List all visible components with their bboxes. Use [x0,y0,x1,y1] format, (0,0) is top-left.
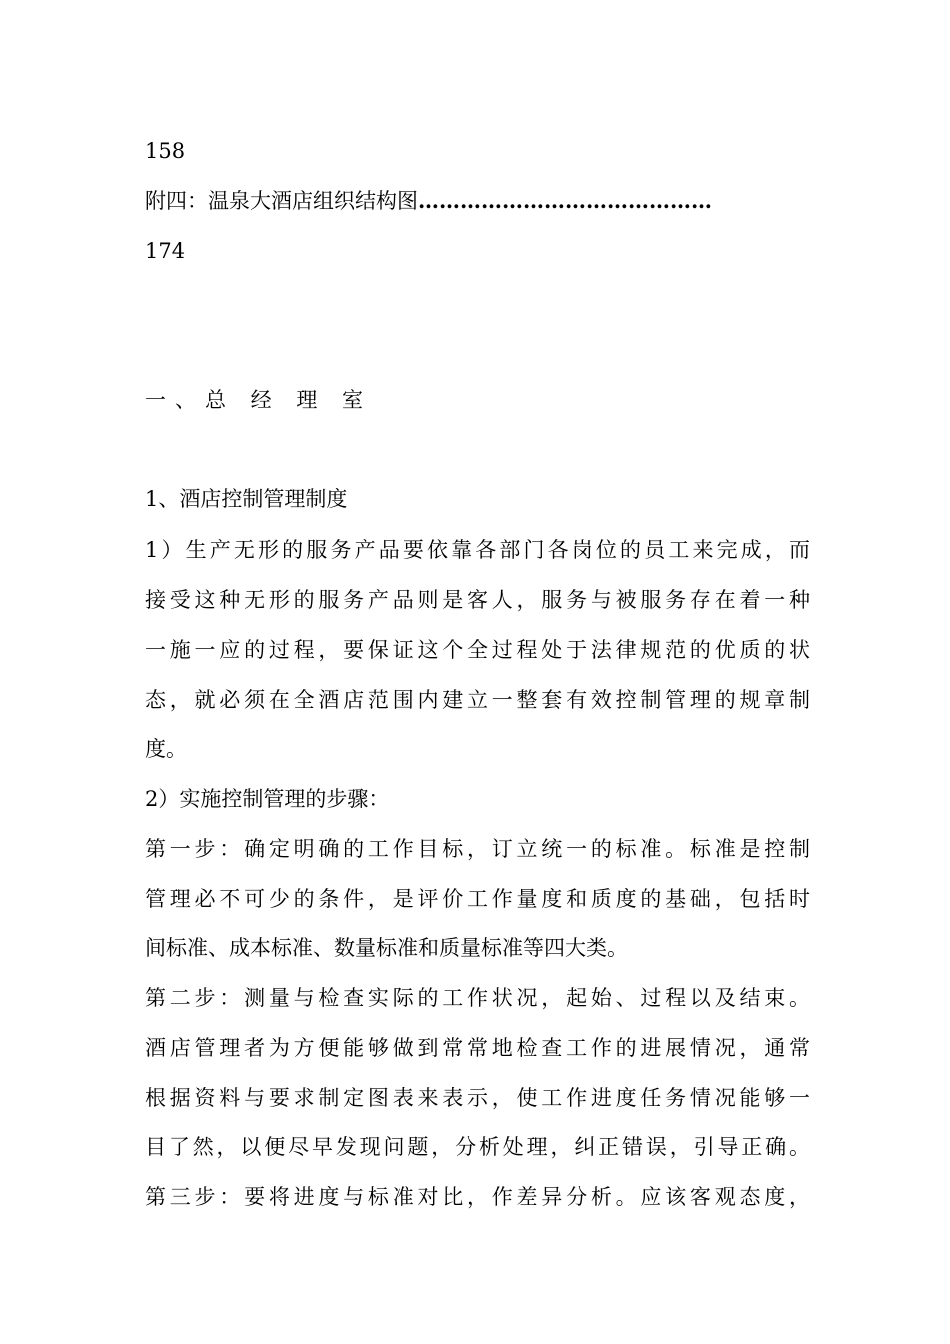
body-line-7: 第一步：确定明确的工作目标，订立统一的标准。标准是控制 [145,837,810,861]
body-line-5: 度。 [145,737,187,761]
section-heading: 一、总 经 理 室 [145,388,373,412]
body-line-3: 一施一应的过程，要保证这个全过程处于法律规范的优质的状 [145,638,810,662]
body-line-1: 1）生产无形的服务产品要依靠各部门各岗位的员工来完成，而 [145,538,810,562]
body-line-2: 接受这种无形的服务产品则是客人，服务与被服务存在着一种 [145,588,810,612]
subsection-heading: 1、酒店控制管理制度 [145,487,348,511]
body-line-14: 第三步：要将进度与标准对比，作差异分析。应该客观态度， [145,1185,810,1209]
body-line-6: 2）实施控制管理的步骤： [145,787,390,811]
body-line-4: 态，就必须在全酒店范围内建立一整套有效控制管理的规章制 [145,688,810,712]
body-line-11: 酒店管理者为方便能够做到常常地检查工作的进展情况，通常 [145,1036,810,1060]
toc-entry-appendix-four[interactable] [145,186,810,216]
toc-page-number-174: 174 [145,239,186,263]
toc-entry-title: 附四：温泉大酒店组织结构图 [145,189,418,213]
body-line-13: 目了然，以便尽早发现问题，分析处理，纠正错误，引导正确。 [145,1135,810,1159]
body-line-9: 间标准、成本标准、数量标准和质量标准等四大类。 [145,936,628,960]
toc-leader-dots: …………………………………… [418,188,712,213]
body-line-8: 管理必不可少的条件，是评价工作量度和质度的基础，包括时 [145,887,810,911]
toc-page-number-158: 158 [145,139,186,163]
body-line-10: 第二步：测量与检查实际的工作状况，起始、过程以及结束。 [145,986,810,1010]
body-line-12: 根据资料与要求制定图表来表示，使工作进度任务情况能够一 [145,1086,810,1110]
